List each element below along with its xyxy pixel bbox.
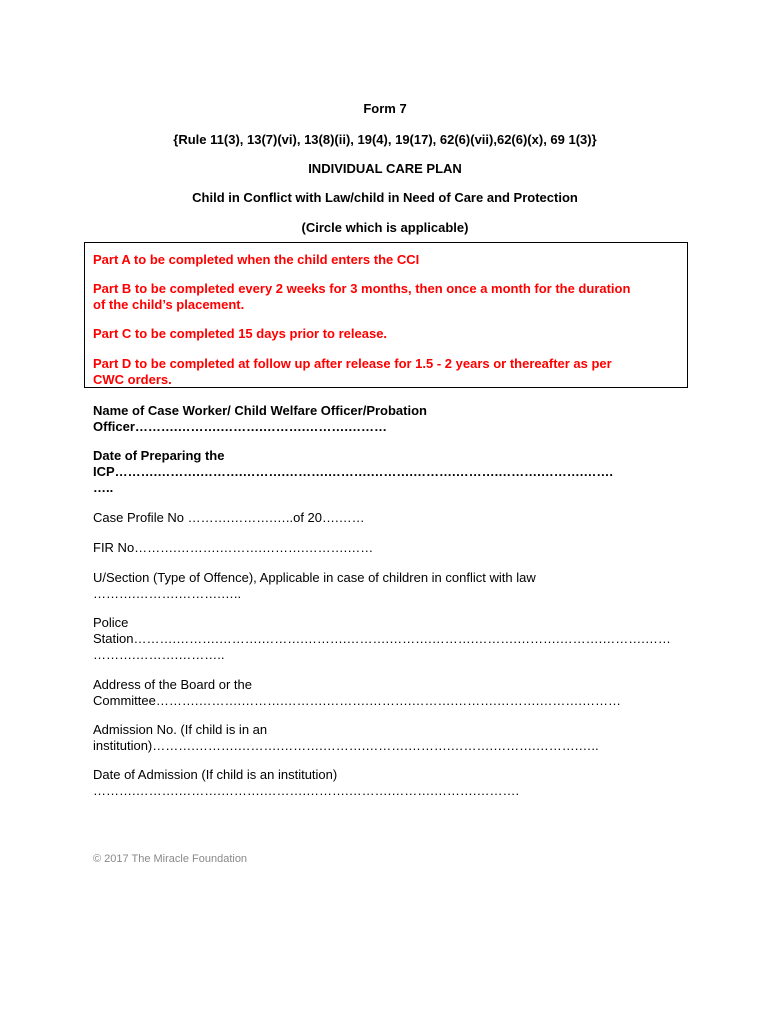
part-d-text-line1: Part D to be completed at follow up after release for 1.5 - 2 years or thereafter as per xyxy=(93,356,612,371)
police-station-field-cont[interactable]: ……….……….……….. xyxy=(93,647,225,662)
address-field[interactable]: Committee……….……….……….……….……….……….……….……….……….……….……… xyxy=(93,693,621,708)
form-subtitle: Child in Conflict with Law/child in Need of Care and Protection xyxy=(192,190,578,205)
date-icp-field[interactable]: ICP……….……….……….……….……….……….……….……….……….……….……….……. xyxy=(93,464,614,479)
date-admission-field[interactable]: ……….……….……….……….……….……….……….……….……….………. xyxy=(93,783,520,798)
address-label: Address of the Board or the xyxy=(93,677,252,692)
case-worker-label: Name of Case Worker/ Child Welfare Officer/Probation xyxy=(93,403,427,418)
part-b-text-line1: Part B to be completed every 2 weeks for 3 months, then once a month for the duration xyxy=(93,281,631,296)
usection-field[interactable]: ……….……….……….….. xyxy=(93,586,242,601)
case-worker-field[interactable]: Officer……….……….……….……….……….……… xyxy=(93,419,387,434)
police-station-label: Police xyxy=(93,615,129,630)
date-admission-label: Date of Admission (If child is an institution) xyxy=(93,767,338,782)
part-d-text-line2: CWC orders. xyxy=(93,372,172,387)
admission-label: Admission No. (If child is in an xyxy=(93,722,268,737)
part-c-text: Part C to be completed 15 days prior to release. xyxy=(93,326,388,341)
date-icp-field-cont[interactable]: ….. xyxy=(93,480,114,495)
date-icp-label: Date of Preparing the xyxy=(93,448,225,463)
part-a-text: Part A to be completed when the child enters the CCI xyxy=(93,252,420,267)
copyright-footer: © 2017 The Miracle Foundation xyxy=(93,853,248,865)
case-profile-field[interactable]: Case Profile No ……….……….…..of 20….…… xyxy=(93,510,365,525)
police-station-field[interactable]: Station……….……….……….……….……….……….……….……….……….……….……….……….…… xyxy=(93,631,671,646)
rule-reference: {Rule 11(3), 13(7)(vi), 13(8)(ii), 19(4), 19(17), 62(6)(vii),62(6)(x), 69 1(3)} xyxy=(173,132,597,147)
fir-field[interactable]: FIR No……….……….……….……….……….…… xyxy=(93,540,374,555)
form-instruction: (Circle which is applicable) xyxy=(301,220,469,235)
part-b-text-line2: of the child’s placement. xyxy=(93,297,245,312)
usection-label: U/Section (Type of Offence), Applicable in case of children in conflict with law xyxy=(93,570,536,585)
admission-field[interactable]: institution)……….……….……….……….……….……….……….……….……….……….….. xyxy=(93,738,599,753)
form-number: Form 7 xyxy=(363,101,407,116)
form-title: INDIVIDUAL CARE PLAN xyxy=(308,161,462,176)
